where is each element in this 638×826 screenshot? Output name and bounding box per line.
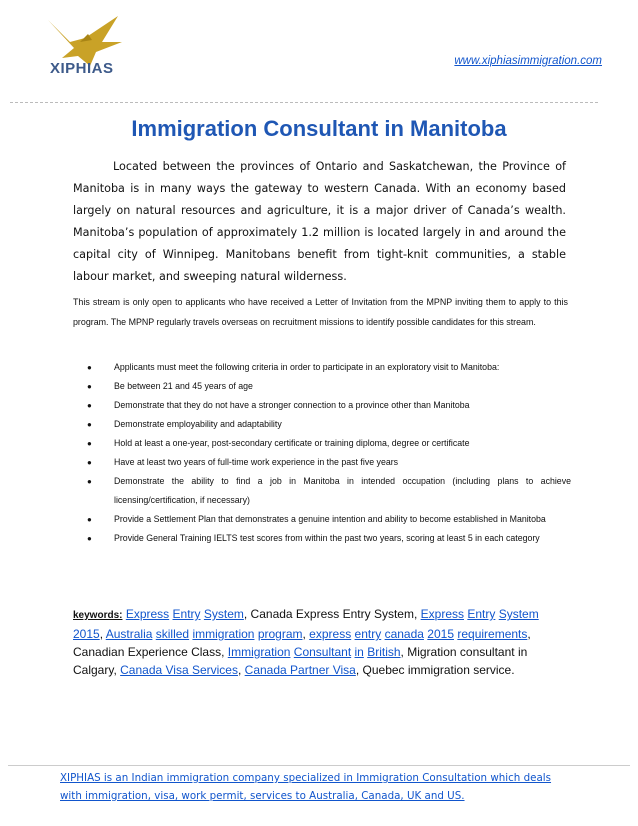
keyword-link[interactable]: canada	[384, 627, 424, 641]
keyword-link[interactable]: program	[257, 627, 303, 641]
list-item: ● Applicants must meet the following criteria in order to participate in an exploratory visit to Manitoba:	[83, 358, 571, 377]
bullet-icon: ●	[87, 458, 92, 467]
stream-paragraph: This stream is only open to applicants who have received a Letter of Invitation from the MPNP inviting them to apply to this program. The MPNP regularly travels overseas on recruitment missions to identify possible candidates for this stream.	[73, 297, 568, 327]
keyword-link[interactable]: Express	[420, 607, 464, 621]
keyword-link[interactable]: Entry	[172, 607, 201, 621]
list-item: ● Be between 21 and 45 years of age	[83, 377, 571, 396]
list-item: ● Have at least two years of full-time work experience in the past five years	[83, 453, 571, 472]
list-item: ● Demonstrate the ability to find a job in Manitoba in intended occupation (including plans to achieve licensing/certification, if necessary)	[83, 472, 571, 510]
bullet-icon: ●	[87, 382, 92, 391]
keyword-link[interactable]: System	[498, 607, 539, 621]
intro-paragraph	[73, 156, 566, 288]
bullet-icon: ●	[87, 420, 92, 429]
keyword-link[interactable]: Consultant	[293, 645, 352, 659]
bullet-icon: ●	[87, 439, 92, 448]
criteria-list	[83, 358, 571, 548]
intro-text: Located between the provinces of Ontario and Saskatchewan, the Province of Manitoba is in many ways the gateway to western Canada. With an economy based largely on natural resources and agriculture, it is a major driver of Canada’s wealth. Manitoba’s population of approximately 1.2 million is located largely in and around the capital city of Winnipeg. Manitobans benefit from tight-knit communities, a stable labour market, and sweeping natural wilderness.	[73, 160, 566, 283]
keyword-link[interactable]: entry	[354, 627, 382, 641]
keyword-link[interactable]: requirements	[457, 627, 528, 641]
keyword-link[interactable]: Immigration	[227, 645, 291, 659]
website-link[interactable]: www.xiphiasimmigration.com	[454, 55, 602, 67]
keyword-link[interactable]: immigration	[192, 627, 255, 641]
header-divider	[10, 102, 598, 103]
keyword-link[interactable]: 2015	[427, 627, 454, 641]
page-title: Immigration Consultant in Manitoba	[131, 116, 507, 141]
bullet-icon: ●	[87, 477, 92, 486]
bullet-icon: ●	[87, 363, 92, 372]
list-item: ● Provide General Training IELTS test scores from within the past two years, scoring at least 5 in each category	[83, 529, 571, 548]
keyword-link[interactable]: Entry	[467, 607, 496, 621]
keyword-link[interactable]: Australia	[105, 627, 153, 641]
list-item: ● Demonstrate employability and adaptability	[83, 415, 571, 434]
keyword-link[interactable]: in	[354, 645, 364, 659]
keyword-link[interactable]: 2015	[73, 627, 100, 641]
keyword-link[interactable]: Canada Partner Visa	[244, 663, 356, 677]
bullet-icon: ●	[87, 534, 92, 543]
keyword-link[interactable]: express	[309, 627, 352, 641]
keyword-link[interactable]: skilled	[155, 627, 190, 641]
list-item: ● Hold at least a one-year, post-secondary certificate or training diploma, degree or certificate	[83, 434, 571, 453]
brand-wordmark: XIPHIAS	[50, 60, 114, 77]
list-item: ● Provide a Settlement Plan that demonstrates a genuine intention and ability to become established in Manitoba	[83, 510, 571, 529]
keywords-label: keywords:	[73, 610, 123, 621]
keyword-link[interactable]: Express	[125, 607, 170, 621]
list-item: ● Demonstrate that they do not have a stronger connection to a province other than Manitoba	[83, 396, 571, 415]
footer-text[interactable]: XIPHIAS is an Indian immigration company specialized in Immigration Consultation which deals with immigration, visa, work permit, services to Australia, Canada, UK and US.	[60, 772, 552, 802]
bullet-icon: ●	[87, 515, 92, 524]
bullet-icon: ●	[87, 401, 92, 410]
keywords-section: keywords: Express Entry System, Canada Express Entry System, Express Entry System 2015, Australia skilled immigration program, express entry canada 2015 requirements, Canadian Experience Class, Immigration Consultant in British, Migration consultant in Calgary, Canada Visa Services, Canada Partner Visa, Quebec immigration service.	[73, 607, 539, 677]
footer-divider	[8, 765, 630, 766]
keyword-link[interactable]: Canada Visa Services	[120, 663, 238, 677]
keyword-link[interactable]: British	[367, 645, 401, 659]
keyword-link[interactable]: System	[203, 607, 244, 621]
